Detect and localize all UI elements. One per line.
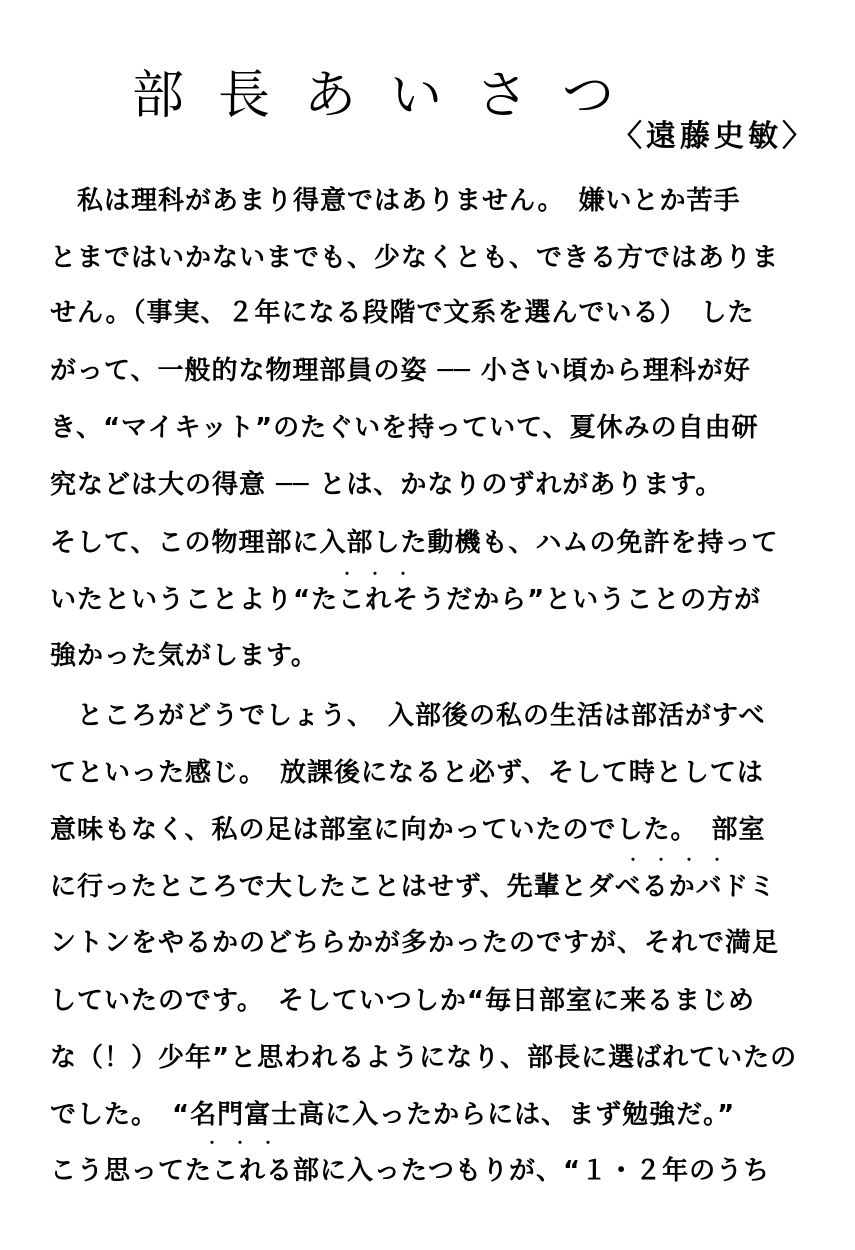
text-line: ントンをやるかのどちらかが多かったのですが、それで満足 — [50, 928, 780, 958]
author-name: 〈遠藤史敏〉 — [612, 119, 816, 154]
text-line: こう思ってたこれる部に入ったつもりが、“１・２年のうち — [50, 1156, 771, 1186]
text-line: 強かった気がします。 — [50, 641, 318, 671]
text-line: そして、この物理部に入部した動機も、ハムの免許を持って — [50, 528, 779, 558]
text-line: がって、一般的な物理部員の姿 ── 小さい頃から理科が好 — [50, 356, 751, 386]
text-line: ところがどうでしょう、 入部後の私の生活は部活がすべ — [50, 701, 766, 731]
text-line: していたのです。 そしていつしか“毎日部室に来るまじめ — [50, 986, 756, 1016]
text-line: き、“マイキット”のたぐいを持っていて、夏休みの自由研 — [50, 413, 759, 443]
text-line: てといった感じ。 放課後になると必ず、そして時としては — [50, 758, 764, 788]
article-title: 部長あいさつ — [132, 66, 649, 126]
text-line: せん。（事実、２年になる段階で文系を選んでいる） した — [50, 298, 755, 328]
emphasis-dots: ・・・・ — [626, 853, 738, 869]
text-line: 私は理科があまり得意ではありません。 嫌いとか苦手 — [50, 186, 741, 216]
text-line: いたということより“たこれそうだから”ということの方が — [50, 585, 762, 615]
text-line: とまではいかないまでも、少なくとも、できる方ではありま — [50, 243, 780, 273]
text-line: に行ったところで大したことはせず、先輩とダベるかバドミ — [50, 872, 777, 902]
text-line: でした。 “名門富士高に入ったからには、まず勉強だ。” — [50, 1100, 736, 1130]
text-line: 究などは大の得意 ── とは、かなりのずれがあります。 — [50, 470, 723, 500]
emphasis-dots: ・・・ — [205, 1136, 289, 1152]
text-line: 意味もなく、私の足は部室に向かっていたのでした。 部室 — [50, 815, 766, 845]
emphasis-dots: ・・・ — [340, 567, 424, 583]
text-line: な（！）少年”と思われるようになり、部長に選ばれていたの — [50, 1043, 798, 1073]
